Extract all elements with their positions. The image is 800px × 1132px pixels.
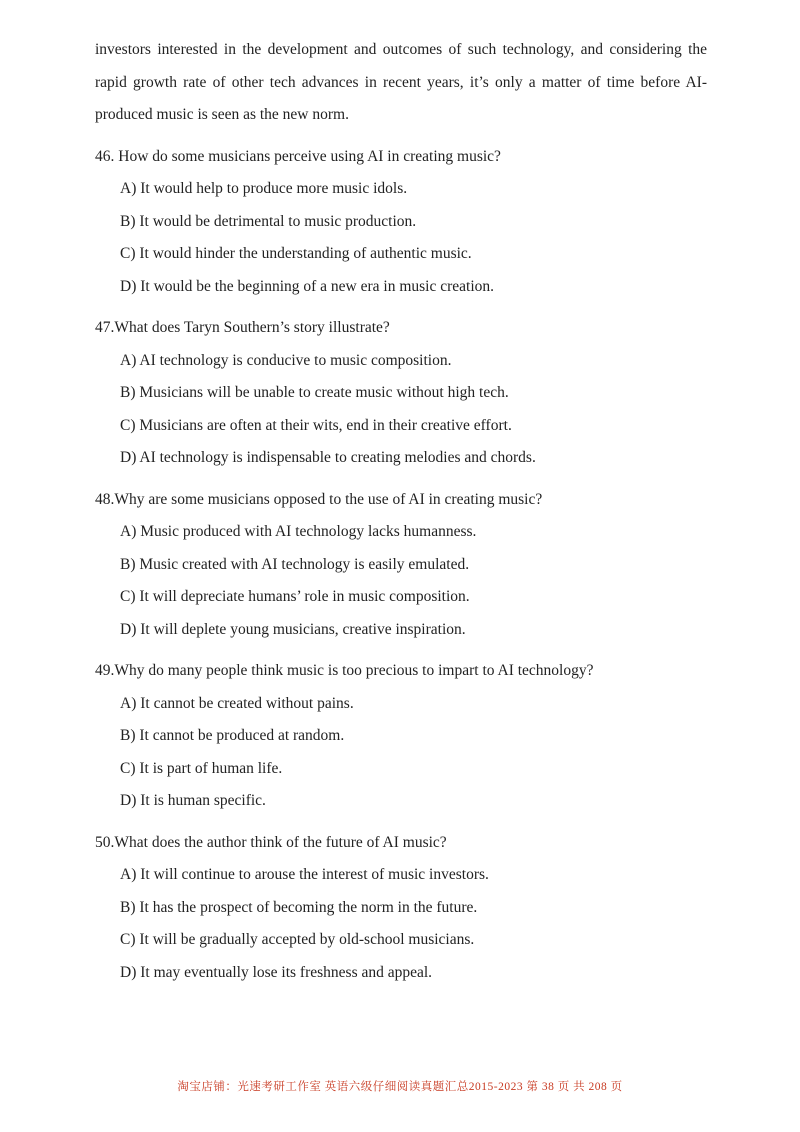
page-footer: 淘宝店铺：光速考研工作室 英语六级仔细阅读真题汇总2015-2023 第 38 页 共 208 页 <box>177 1081 623 1093</box>
question-number: 46. <box>95 147 115 165</box>
question-block <box>95 312 707 475</box>
question-block <box>95 655 707 818</box>
answer-option: B) It would be detrimental to music production. <box>120 212 417 230</box>
answer-option: B) It has the prospect of becoming the norm in the future. <box>120 898 478 916</box>
answer-option: A) It would help to produce more music idols. <box>120 180 408 197</box>
answer-option: A) Music produced with AI technology lacks humanness. <box>120 523 477 540</box>
answer-option: D) It may eventually lose its freshness and appeal. <box>120 963 433 981</box>
answer-option: D) It would be the beginning of a new era in music creation. <box>120 277 495 295</box>
question-number: 50. <box>95 833 115 851</box>
answer-option: C) It will depreciate humans’ role in music composition. <box>120 588 470 605</box>
answer-option: D) It is human specific. <box>120 792 266 809</box>
questions-list <box>95 141 707 990</box>
options-list <box>95 688 707 818</box>
answer-option: B) It cannot be produced at random. <box>120 727 345 744</box>
answer-option: D) AI technology is indispensable to creating melodies and chords. <box>120 449 536 466</box>
question-line <box>95 655 707 688</box>
question-line <box>95 827 707 860</box>
answer-option: C) It will be gradually accepted by old-school musicians. <box>120 931 475 948</box>
question-stem: What does the author think of the future of AI music? <box>114 833 447 851</box>
question-stem: Why are some musicians opposed to the use of AI in creating music? <box>114 490 543 508</box>
question-line <box>95 141 707 174</box>
question-line <box>95 312 707 345</box>
answer-option: C) It is part of human life. <box>120 759 283 777</box>
question-stem: Why do many people think music is too precious to impart to AI technology? <box>114 662 594 679</box>
question-block <box>95 141 707 304</box>
options-list <box>95 516 707 646</box>
question-number: 48. <box>95 490 115 508</box>
page-content <box>95 34 707 989</box>
answer-option: A) It will continue to arouse the interest of music investors. <box>120 866 489 883</box>
passage-paragraph: investors interested in the development and outcomes of such technology, and considering the rapid growth rate of other tech advances in recent years, it’s only a matter of time before AI-produced music is seen as the new norm. <box>95 41 707 123</box>
question-line <box>95 484 707 517</box>
answer-option: A) It cannot be created without pains. <box>120 694 354 712</box>
answer-option: B) Musicians will be unable to create music without high tech. <box>120 384 509 401</box>
question-stem: What does Taryn Southern’s story illustrate? <box>114 319 390 336</box>
answer-option: C) It would hinder the understanding of authentic music. <box>120 245 472 262</box>
answer-option: B) Music created with AI technology is easily emulated. <box>120 555 470 573</box>
options-list <box>95 173 707 303</box>
answer-option: A) AI technology is conducive to music composition. <box>120 351 452 369</box>
answer-option: C) Musicians are often at their wits, end in their creative effort. <box>120 416 512 434</box>
question-block <box>95 484 707 647</box>
question-number: 47. <box>95 319 115 336</box>
question-number: 49. <box>95 662 115 679</box>
answer-option: D) It will deplete young musicians, creative inspiration. <box>120 620 466 638</box>
question-stem: How do some musicians perceive using AI in creating music? <box>114 147 501 165</box>
options-list <box>95 859 707 989</box>
question-block <box>95 827 707 990</box>
options-list <box>95 345 707 475</box>
